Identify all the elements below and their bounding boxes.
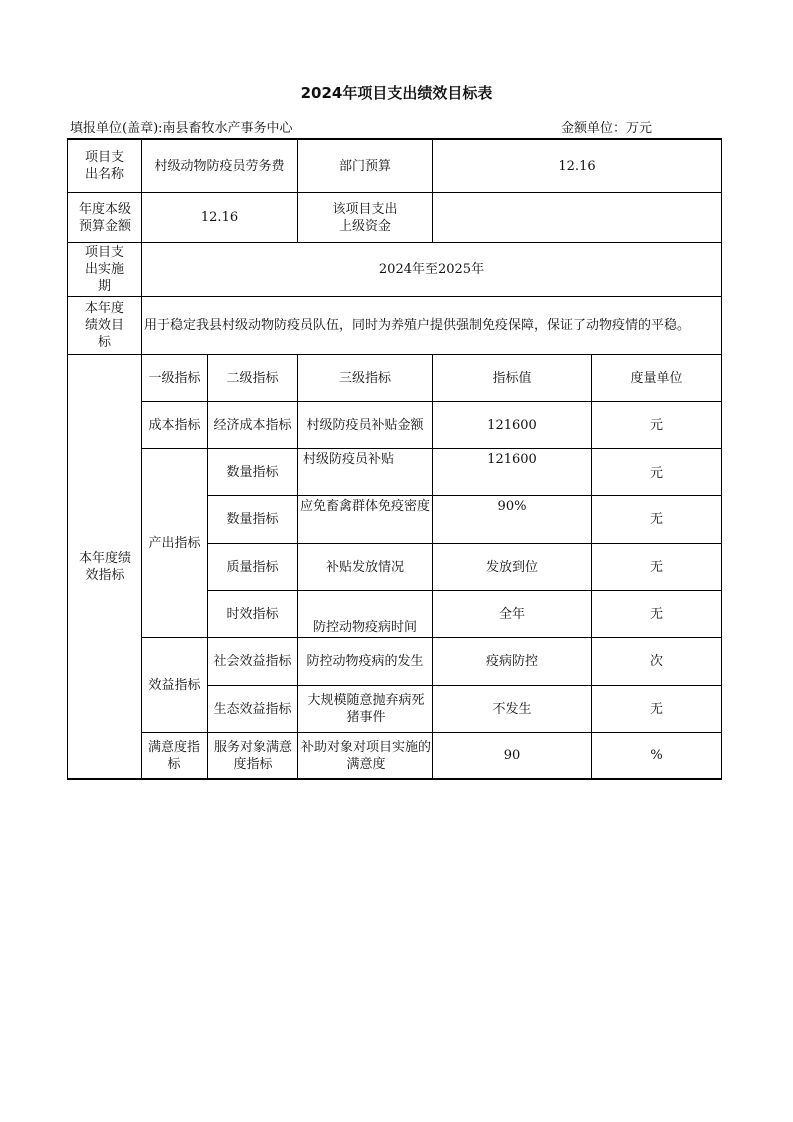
table-row-6-level2: 生态效益指标 [213,701,292,717]
group-benefit: 效益指标 [148,677,201,693]
dept-budget-label: 部门预算 [338,158,391,174]
amount-unit: 金额单位：万元 [561,121,653,136]
annual-budget-label: 年度本级预算金额 [78,201,131,234]
goal-label: 本年度绩效目标 [84,301,124,350]
table-row-4-level2: 时效指标 [226,606,279,622]
table-row-3-value: 发放到位 [485,559,538,575]
group-cost: 成本指标 [148,417,201,433]
indicator-section-label: 本年度绩效指标 [78,550,131,583]
superior-funds-label: 该项目支出上级资金 [332,201,398,234]
table-row-7-value: 90 [503,748,521,763]
group-output: 产出指标 [148,535,201,551]
table-row-2-level3: 应免畜禽群体免疫密度 [300,499,431,514]
table-row-6-level3: 大规模随意抛弃病死猪事件 [307,693,425,725]
table-row-0-level3: 村级防疫员补贴金额 [306,417,424,433]
project-name-value: 村级动物防疫员劳务费 [154,158,285,174]
table-row-3-unit: 无 [649,559,663,575]
table-row-2-unit: 无 [649,512,663,527]
header-level1: 一级指标 [148,370,201,386]
header-level3: 三级指标 [338,370,391,386]
header-value: 指标值 [492,370,532,386]
table-row-7-level3: 补助对象对项目实施的满意度 [301,740,432,772]
header-unit: 度量单位 [630,370,683,386]
project-name-label: 项目支出名称 [84,150,124,182]
table-row-4-unit: 无 [649,606,663,622]
period-value: 2024年至2025年 [378,262,485,277]
group-satisfaction: 满意度指标 [147,739,200,772]
table-row-1-unit: 元 [649,466,663,481]
table-row-4-level3: 防控动物疫病时间 [312,620,417,635]
table-row-6-value: 不发生 [492,701,532,717]
table-row-7-unit: % [650,748,663,763]
header-level2: 二级指标 [226,370,279,386]
reporting-unit: 填报单位(盖章):南县畜牧水产事务中心 [70,121,293,136]
period-label: 项目支出实施期 [84,245,124,294]
dept-budget-value: 12.16 [558,158,596,174]
table-row-6-unit: 无 [649,701,663,717]
page-title: 2024年项目支出绩效目标表 [300,84,493,102]
table-row-0-level2: 经济成本指标 [213,417,292,433]
goal-value: 用于稳定我县村级动物防疫员队伍，同时为养殖户提供强制免疫保障，保证了动物疫情的平稳。 [144,318,691,333]
superior-funds-value [433,193,721,242]
table-row-1-value: 121600 [487,452,537,467]
table-row-3-level3: 补贴发放情况 [325,559,404,575]
table-row-3-level2: 质量指标 [226,559,279,575]
table-row-7-level2: 服务对象满意度指标 [213,739,292,772]
table-row-0-unit: 元 [649,417,663,433]
table-row-5-level3: 防控动物疫病的发生 [306,654,424,669]
table-row-4-value: 全年 [498,606,525,622]
table-row-5-level2: 社会效益指标 [213,654,292,669]
table-row-1-level2: 数量指标 [226,464,279,480]
table-row-2-value: 90% [497,499,527,514]
table-row-2-level2: 数量指标 [226,512,279,527]
table-row-5-unit: 次 [649,654,663,669]
annual-budget-value: 12.16 [200,210,239,225]
table-row-0-value: 121600 [487,417,537,433]
table-row-1-level3: 村级防疫员补贴 [303,452,395,467]
table-row-5-value: 疫病防控 [485,654,538,669]
